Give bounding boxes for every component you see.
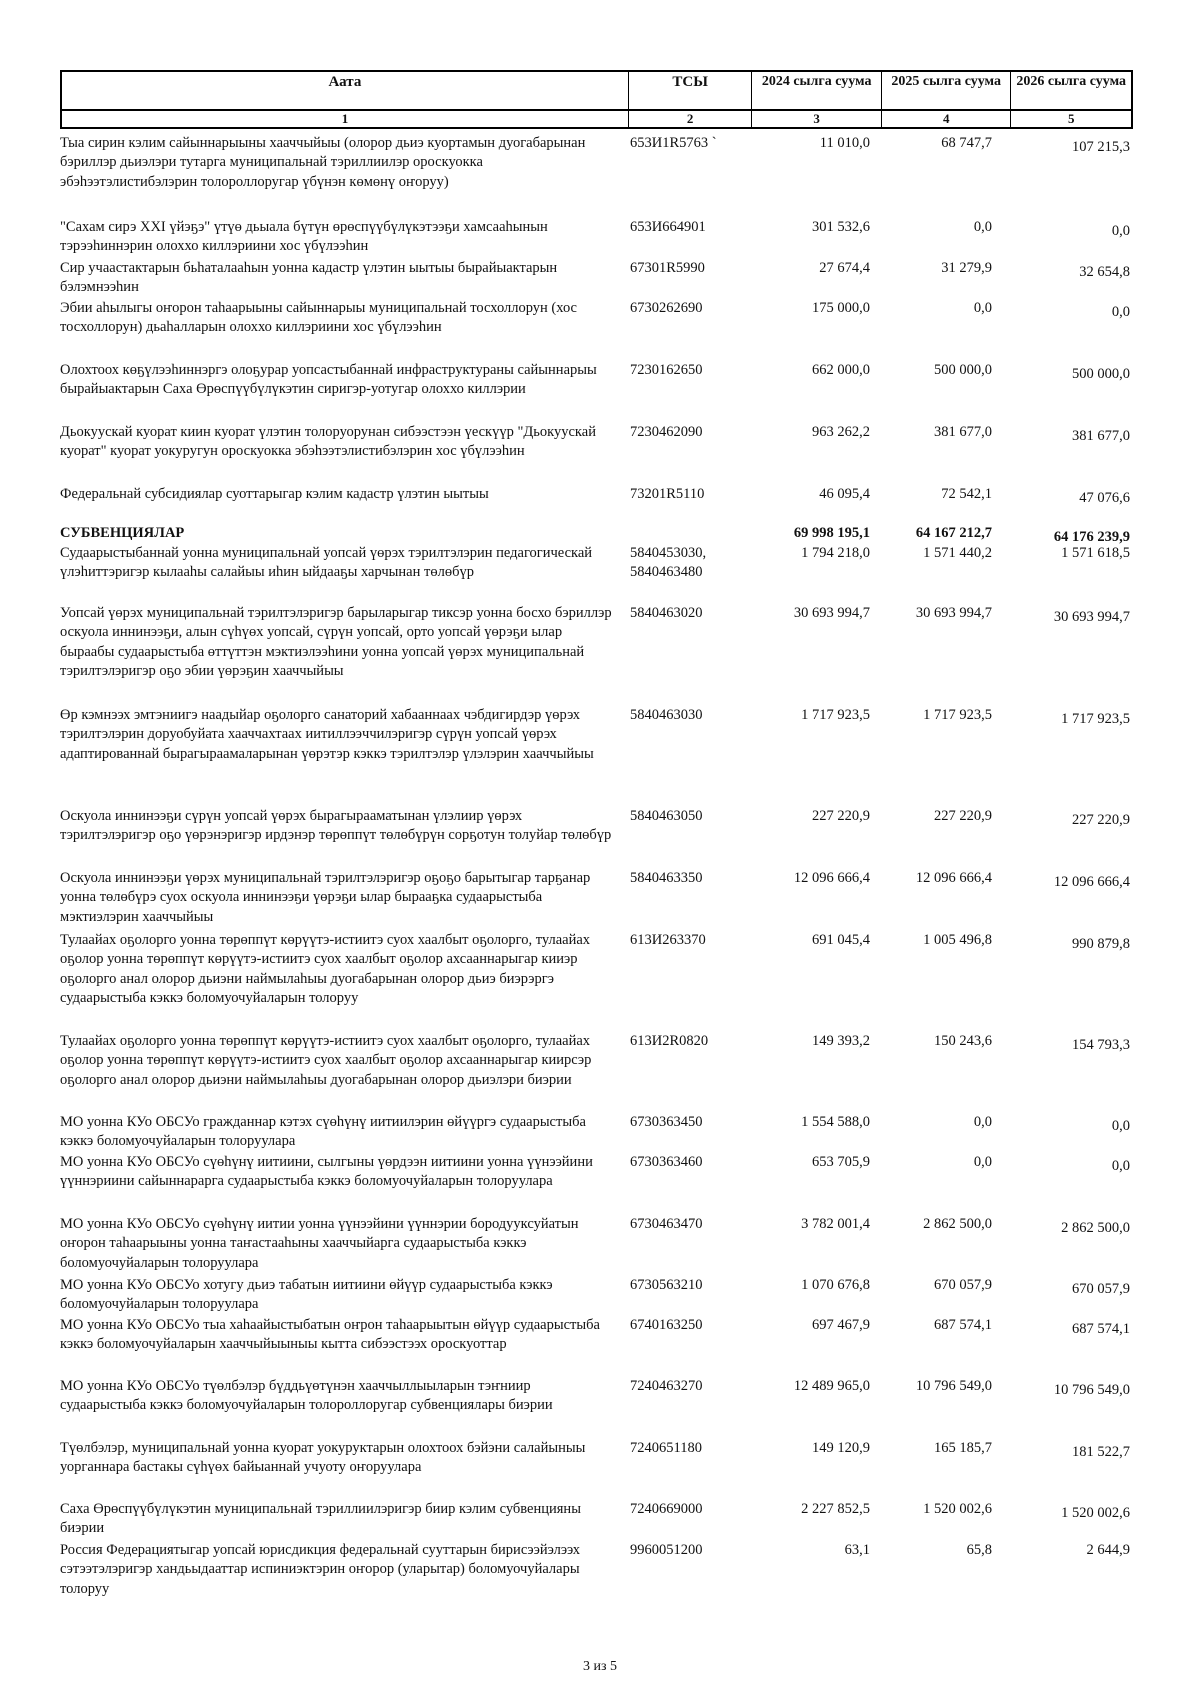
row-code: 7230462090 — [630, 424, 703, 440]
row-name: Судаарыстыбаннай уонна муниципальнай уопсай үөрэх тэрилтэлэрин педагогическай үлэһиттэригэр кылааһы салайыы иһин ыйдааҕы харчынан төлөбүр — [60, 545, 593, 581]
row-value-2025: 150 243,6 — [934, 1033, 992, 1049]
row-code: 5840453030, 5840463480 — [630, 545, 707, 581]
row-name: Олохтоох көҕүлээһиннэргэ олоҕурар уопсастыбаннай инфраструктураны сайыннарыы бырайыактарын Саха Өрөспүүбүлүкэтин сиригэр-уотугар олоххо киллэрии — [60, 362, 597, 398]
header-row — [60, 70, 1133, 111]
row-value-2026: 1 571 618,5 — [1061, 545, 1130, 561]
row-value-2024: 1 554 588,0 — [801, 1114, 870, 1130]
row-value-2024: 69 998 195,1 — [793, 525, 870, 541]
row-value-2026: 47 076,6 — [1079, 490, 1130, 506]
row-value-2025: 687 574,1 — [934, 1317, 992, 1333]
row-name: Өр кэмнээх эмтэниигэ наадыйар оҕолорго санаторий хабааннаах чэбдигирдэр үөрэх тэрилтэлэрин доруобуйата хааччахтаах иитиллээччилэригэр сүрүн уопсай үөрэх адаптированнай бырагыраамаларынан үөрэтэр кэккэ тэрилтэлэр үлэлэрин хааччыйыы — [60, 707, 594, 762]
row-value-2025: 65,8 — [966, 1542, 992, 1558]
row-value-2026: 670 057,9 — [1072, 1281, 1130, 1297]
row-code: 6730463470 — [630, 1216, 703, 1232]
row-value-2024: 691 045,4 — [812, 932, 870, 948]
row-value-2026: 154 793,3 — [1072, 1037, 1130, 1053]
row-value-2025: 1 005 496,8 — [923, 932, 992, 948]
row-value-2024: 3 782 001,4 — [801, 1216, 870, 1232]
row-value-2024: 1 717 923,5 — [801, 707, 870, 723]
header-name: Аата — [328, 74, 362, 90]
header-2025: 2025 сылга суума — [881, 72, 1011, 109]
row-value-2025: 0,0 — [973, 1114, 992, 1130]
row-value-2024: 149 120,9 — [812, 1440, 870, 1456]
row-value-2025: 227 220,9 — [934, 808, 992, 824]
row-name: Уопсай үөрэх муниципальнай тэрилтэлэригэр барыларыгар тиксэр уонна босхо бэриллэр оскуола иннинээҕи, алын сүһүөх уопсай, сүрүн уопсай, орто уопсай үөрэҕи ылар быраабы судаарыстыба өттүттэн мэктиэлээһини уонна уопсай үөрэх муниципальнай тэрилтэлэригэр оҕо эбии үөрэҕин хааччыйыы — [60, 605, 612, 680]
row-name: МО уонна КУо ОБСУо гражданнар кэтэх сүөһүнү иитиилэрин өйүүргэ судаарыстыба кэккэ боломуочуйаларын толоруулара — [60, 1114, 586, 1150]
row-value-2026: 0,0 — [1111, 223, 1130, 239]
row-value-2026: 181 522,7 — [1072, 1444, 1130, 1460]
row-code: 5840463050 — [630, 808, 703, 824]
row-value-2026: 0,0 — [1111, 1158, 1130, 1174]
row-code: 7230162650 — [630, 362, 703, 378]
row-code: 653И1R5763 ` — [630, 135, 717, 151]
row-value-2025: 31 279,9 — [941, 260, 992, 276]
row-code: 613И2R0820 — [630, 1033, 709, 1049]
row-value-2024: 149 393,2 — [812, 1033, 870, 1049]
row-value-2024: 1 794 218,0 — [801, 545, 870, 561]
row-value-2024: 63,1 — [844, 1542, 870, 1558]
row-value-2025: 12 096 666,4 — [915, 870, 992, 886]
row-name: МО уонна КУо ОБСУо түөлбэлэр бүддьүөтүнэн хааччыллыыларын тэҥниир судаарыстыба кэккэ боломуочуйаларын толороллоругар субвенциялары биэрии — [60, 1378, 553, 1414]
row-code: 73201R5110 — [630, 486, 705, 502]
row-value-2026: 12 096 666,4 — [1053, 874, 1130, 890]
row-code: 7240463270 — [630, 1378, 703, 1394]
row-code: 7240669000 — [630, 1501, 703, 1517]
row-value-2026: 1 520 002,6 — [1061, 1505, 1130, 1521]
row-value-2025: 10 796 549,0 — [915, 1378, 992, 1394]
row-value-2026: 990 879,8 — [1072, 936, 1130, 952]
row-value-2024: 12 096 666,4 — [793, 870, 870, 886]
row-value-2026: 107 215,3 — [1072, 139, 1130, 155]
row-code: 6730363460 — [630, 1154, 703, 1170]
row-value-2026: 2 644,9 — [1086, 1542, 1130, 1558]
row-name: Түөлбэлэр, муниципальнай уонна куорат уокуруктарын олохтоох бэйэни салайыныы уорганнара бастакы сүһүөх байыаннай учуоту оҥоруулара — [60, 1440, 586, 1476]
header-2026: 2026 сылга суума — [1010, 72, 1131, 109]
table-header — [60, 70, 1133, 129]
row-name: "Сахам сирэ XXI үйэҕэ" үтүө дьыала бүтүн өрөспүүбүлүкэтээҕи хамсааһынын тэрээһиннэрин олоххо киллэриини хос үбүлээһин — [60, 219, 548, 255]
row-code: 613И263370 — [630, 932, 706, 948]
row-name: Дьокуускай куорат киин куорат үлэтин толоруорунан сибээстээн үескүүр "Дьокуускай куорат" куорат уокуругун ороскуокка эбэһээтэлистибэлэрин хос үбүлээһин — [60, 424, 596, 460]
row-value-2024: 175 000,0 — [812, 300, 870, 316]
row-name: Оскуола иннинээҕи сүрүн уопсай үөрэх бырагырааматынан үлэлиир үөрэх тэрилтэлэригэр оҕо үөрэнэригэр ирдэнэр төрөппүт төлөбүрүн сорҕотун толуйар төлөбүр — [60, 808, 612, 844]
row-value-2025: 0,0 — [973, 219, 992, 235]
row-name: Тулаайах оҕолорго уонна төрөппүт көрүүтэ-истиитэ суох хаалбыт оҕолорго, тулаайах оҕолор уонна төрөппүт көрүүтэ-истиитэ суох хаалбыт оҕолор ахсааннарыгар кииэр оҕолорго анал олорор дьиэни наймылаһыы дуогабарынан олорор дьиэ биэрэргэ судаарыстыба кэккэ боломуочуйаларын толоруу — [60, 932, 591, 1007]
row-value-2025: 165 185,7 — [934, 1440, 992, 1456]
row-value-2025: 1 520 002,6 — [923, 1501, 992, 1517]
row-value-2025: 68 747,7 — [941, 135, 992, 151]
row-code: 5840463020 — [630, 605, 703, 621]
row-value-2024: 46 095,4 — [819, 486, 870, 502]
row-value-2025: 30 693 994,7 — [915, 605, 992, 621]
row-value-2026: 10 796 549,0 — [1053, 1382, 1130, 1398]
row-value-2024: 11 010,0 — [819, 135, 870, 151]
header-2024: 2024 сылга суума — [751, 72, 881, 109]
row-value-2026: 64 176 239,9 — [1053, 529, 1130, 545]
header-number: 5 — [1010, 111, 1131, 127]
row-value-2025: 64 167 212,7 — [915, 525, 992, 541]
row-value-2025: 1 571 440,2 — [923, 545, 992, 561]
row-value-2026: 30 693 994,7 — [1053, 609, 1130, 625]
row-value-2026: 687 574,1 — [1072, 1321, 1130, 1337]
row-value-2024: 12 489 965,0 — [793, 1378, 870, 1394]
row-value-2024: 697 467,9 — [812, 1317, 870, 1333]
page-number: 3 из 5 — [582, 1659, 618, 1674]
row-value-2026: 381 677,0 — [1072, 428, 1130, 444]
row-value-2025: 670 057,9 — [934, 1277, 992, 1293]
row-value-2024: 30 693 994,7 — [793, 605, 870, 621]
header-number: 2 — [628, 111, 752, 127]
header-code: ТСЫ — [628, 72, 752, 109]
row-value-2026: 0,0 — [1111, 1118, 1130, 1134]
row-name: Сир учаастактарын бьһаталааһын уонна кадастр үлэтин ыытыы бырайыактарын бэлэмнээһин — [60, 260, 558, 296]
row-value-2026: 227 220,9 — [1072, 812, 1130, 828]
row-value-2025: 2 862 500,0 — [923, 1216, 992, 1232]
section-title: СУБВЕНЦИЯЛАР — [60, 525, 185, 541]
row-value-2026: 0,0 — [1111, 304, 1130, 320]
row-value-2024: 1 070 676,8 — [801, 1277, 870, 1293]
row-name: МО уонна КУо ОБСУо сүөһүнү иитиини, сылгыны үөрдээн иитиини уонна үүнээйини үүннэриини сайыннарарга судаарыстыба кэккэ боломуочуйаларын толоруулара — [60, 1154, 593, 1190]
row-code: 6740163250 — [630, 1317, 703, 1333]
row-code: 653И664901 — [630, 219, 706, 235]
row-code: 6730262690 — [630, 300, 703, 316]
header-number-row — [60, 111, 1133, 129]
row-value-2024: 2 227 852,5 — [801, 1501, 870, 1517]
row-code: 6730363450 — [630, 1114, 703, 1130]
row-value-2025: 381 677,0 — [934, 424, 992, 440]
row-value-2024: 963 262,2 — [812, 424, 870, 440]
row-name: МО уонна КУо ОБСУо сүөһүнү иитии уонна үүнээйини үүннэрии бородууксуйатын оҥорон таһаарыыны уонна таҥастааһыны хааччыйарга судаарыстыба кэккэ боломуочуйаларын толоруулара — [60, 1216, 579, 1271]
row-value-2026: 500 000,0 — [1072, 366, 1130, 382]
row-code: 6730563210 — [630, 1277, 703, 1293]
row-name: Тыа сирин кэлим сайыннарыыны хааччыйыы (олорор дьиэ куортамын дуогабарынан бэриллэр дьиэлэри тутарга муниципальнай тэриллиилэр ороскуокка эбэһээтэлистибэлэрин толороллоругар үбүнэн көмөнү оҥоруу) — [60, 135, 586, 190]
row-value-2026: 2 862 500,0 — [1061, 1220, 1130, 1236]
row-value-2025: 0,0 — [973, 1154, 992, 1170]
row-code: 5840463350 — [630, 870, 703, 886]
row-name: Федеральнай субсидиялар суоттарыгар кэлим кадастр үлэтин ыытыы — [60, 486, 489, 502]
row-value-2025: 500 000,0 — [934, 362, 992, 378]
row-value-2025: 72 542,1 — [941, 486, 992, 502]
row-code: 67301R5990 — [630, 260, 705, 276]
row-name: Саха Өрөспүүбүлүкэтин муниципальнай тэриллиилэригэр биир кэлим субвенцияны биэрии — [60, 1501, 581, 1537]
row-name: Россия Федерациятыгар уопсай юрисдикция федеральнай сууттарын бирисээйэлээх сэтээтэлэригэр хандьыдааттар испиниэктэрин оҥорор (уларытар) боломуочуйалары толоруу — [60, 1542, 580, 1597]
row-name: Эбии аһылыгы оҥорон таһаарыыны сайыннарыы муниципальнай тосхоллорун (хос тосхоллорун) дьаһалларын олоххо киллэриини хос үбүлээһин — [60, 300, 577, 336]
row-value-2025: 0,0 — [973, 300, 992, 316]
row-value-2026: 32 654,8 — [1079, 264, 1130, 280]
header-number: 1 — [341, 111, 349, 126]
header-number: 4 — [881, 111, 1011, 127]
row-name: Тулаайах оҕолорго уонна төрөппүт көрүүтэ-истиитэ суох хаалбыт оҕолорго, тулаайах оҕолор уонна төрөппүт көрүүтэ-истиитэ суох хаалбыт оҕолор ахсааннарыгар киирсэр оҕолорго анал олорор дьиэни наймылаһыы дуогабарынан олорор дьиэлэри биэрии — [60, 1033, 592, 1088]
row-value-2025: 1 717 923,5 — [923, 707, 992, 723]
header-number: 3 — [751, 111, 881, 127]
row-value-2024: 662 000,0 — [812, 362, 870, 378]
row-code: 7240651180 — [630, 1440, 702, 1456]
row-value-2024: 301 532,6 — [812, 219, 870, 235]
row-value-2024: 227 220,9 — [812, 808, 870, 824]
row-value-2024: 653 705,9 — [812, 1154, 870, 1170]
row-value-2024: 27 674,4 — [819, 260, 870, 276]
row-code: 5840463030 — [630, 707, 703, 723]
row-name: МО уонна КУо ОБСУо хотугу дьиэ табатын иитиини өйүүр судаарыстыба кэккэ боломуочуйаларын толоруулара — [60, 1277, 553, 1313]
row-name: МО уонна КУо ОБСУо тыа хаһаайыстыбатын оҥрон таһаарыытын өйүүр судаарыстыба кэккэ боломуочуйаларын хааччыйыыныы кытта сибээстээх ороскуоттар — [60, 1317, 600, 1353]
row-code: 9960051200 — [630, 1542, 703, 1558]
row-name: Оскуола иннинээҕи үөрэх муниципальнай тэрилтэлэригэр оҕоҕо барытыгар тарҕанар уонна төлөбүрэ суох оскуола иннинээҕи үөрэҕи ылар бырааҕка судаарыстыба мэктиэлэрин хааччыйыы — [60, 870, 591, 925]
row-value-2026: 1 717 923,5 — [1061, 711, 1130, 727]
